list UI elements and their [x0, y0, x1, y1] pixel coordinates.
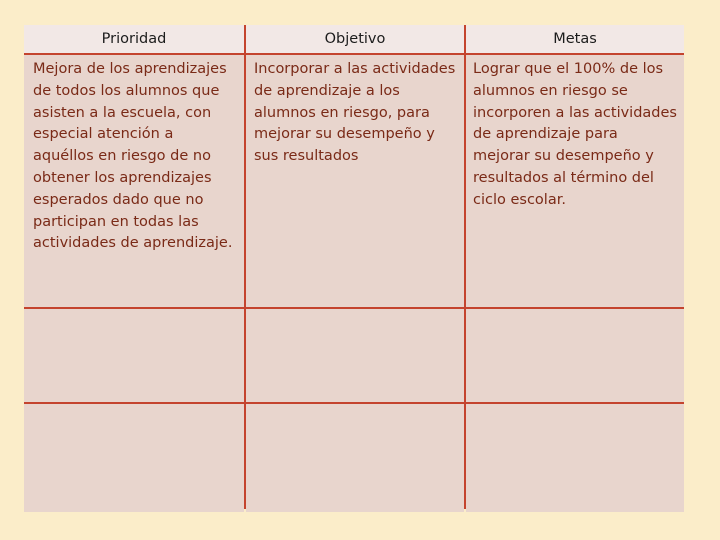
header-prioridad: Prioridad — [24, 25, 244, 53]
cell-prioridad-1: Mejora de los aprendizajes de todos los alumnos que asisten a la escuela, con especial atención a aquéllos en riesgo de no obtener los aprendizajes esperados dado que no participan en todas las actividades de aprendizaje. — [24, 55, 244, 307]
goals-table — [24, 25, 684, 509]
cell-prioridad-2 — [24, 309, 244, 402]
cell-metas-1: Lograr que el 100% de los alumnos en riesgo se incorporen a las actividades de aprendizaje para mejorar su desempeño y resultados al término del ciclo escolar. — [466, 55, 684, 307]
cell-objetivo-3 — [246, 404, 464, 512]
cell-metas-2 — [466, 309, 684, 402]
header-objetivo: Objetivo — [246, 25, 464, 53]
cell-metas-3 — [466, 404, 684, 512]
header-metas: Metas — [466, 25, 684, 53]
cell-objetivo-2 — [246, 309, 464, 402]
cell-objetivo-1: Incorporar a las actividades de aprendizaje a los alumnos en riesgo, para mejorar su desempeño y sus resultados — [246, 55, 464, 307]
cell-prioridad-3 — [24, 404, 244, 512]
